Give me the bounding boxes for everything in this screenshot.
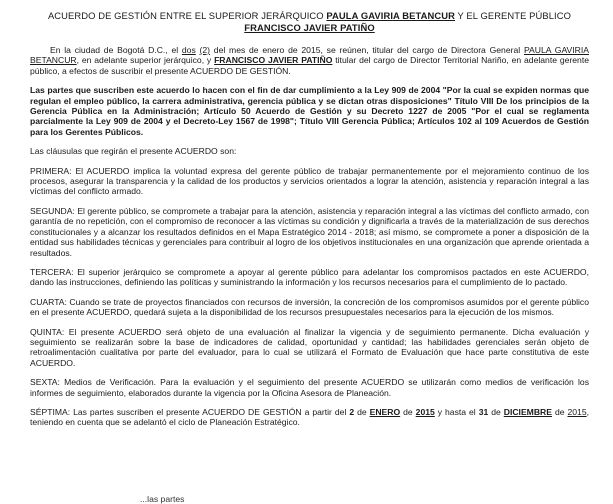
cut-off-line: ...las partes — [140, 494, 185, 504]
superior-name: PAULA GAVIRIA BETANCUR — [326, 10, 455, 21]
intro-superior-name: PAULA GAVIRIA BETANCUR — [30, 45, 589, 66]
intro-paragraph: En la ciudad de Bogotá D.C., el dos (2) del mes de enero de 2015, se reúnen, titular del cargo de Directora General PAULA GAVIRIA BETANCUR, en adelante superior jerárquico, y FRANCISCO JAVIER PATIÑO titular del cargo de Director Territorial Nariño, en adelante gerente público, a efectos de suscribir el presente ACUERDO DE GESTIÓN. — [30, 45, 589, 76]
manager-name: FRANCISCO JAVIER PATIÑO — [244, 21, 375, 33]
legal-basis-paragraph: Las partes que suscriben este acuerdo lo hacen con el fin de dar cumplimiento a la Ley 909 de 2004 "Por la cual se expiden normas que regulan el empleo público, la carrera administrativa, gerencia pública y se dictan otras disposiciones" Título VIII De los principios de la Gerencia Pública en la Administración; Artículo 50 Acuerdo de Gestión y su Decreto 1227 de 2005 "Por el cual se reglamenta parcialmente la Ley 909 de 2004 y el Decreto-Ley 1567 de 1998"; Título VIII Gerencia Pública; Artículos 102 al 109 Acuerdos de Gestión para los Gerentes Públicos. — [30, 85, 589, 137]
document-title: ACUERDO DE GESTIÓN ENTRE EL SUPERIOR JERÁRQUICO PAULA GAVIRIA BETANCUR Y EL GERENTE PÚBLICO FRANCISCO JAVIER PATIÑO — [47, 10, 572, 33]
clause-quinta: QUINTA: El presente ACUERDO será objeto de una evaluación al finalizar la vigencia y de seguimiento permanente. Dicha evaluación y seguimiento se realizarán sobre la base de indicadores de calidad, oportunidad y cantidad; las habilidades gerenciales serán objeto de retroalimentación cualitativa por parte del evaluador, para lo cual se utilizará el Formato de Evaluación que hace parte constitutiva de este ACUERDO. — [30, 326, 589, 368]
clause-primera: PRIMERA: El ACUERDO implica la voluntad expresa del gerente público de trabajar permanentemente por el mejoramiento continuo de los procesos, asegurar la transparencia y la calidad de los productos y servicios orientados a lograr la atención, asistencia y reparación integral a las víctimas del conflicto armado. — [30, 165, 589, 197]
intro-manager-name: FRANCISCO JAVIER PATIÑO — [214, 55, 333, 66]
clause-segunda: SEGUNDA: El gerente público, se compromete a trabajar para la atención, asistencia y reparación integral a las víctimas del conflicto armado, con garantía de no repetición, con el compromiso de reconocer a las víctimas su condición y dignificarla a través de la materialización de sus derechos constitucionales y a alcanzar los resultados definidos en el Mapa Estratégico 2014 - 2018; así mismo, se compromete a poner a disposición de la entidad sus habilidades técnicas y gerenciales para contribuir al logro de los objetivos institucionales en una organización que aprende orientada a resultados. — [30, 205, 589, 258]
clause-septima: SÉPTIMA: Las partes suscriben el presente ACUERDO DE GESTIÓN a partir del 2 de ENERO de 2015 y hasta el 31 de DICIEMBRE de 2015, teniendo en cuenta que se adelantó el ciclo de Planeación Estratégico. — [30, 406, 589, 428]
clause-sexta: SEXTA: Medios de Verificación. Para la evaluación y el seguimiento del presente ACUERDO se utilizarán como medios de verificación los informes de seguimiento, elaborados durante la vigencia por la Oficina Asesora de Planeación. — [30, 377, 589, 398]
clauses-heading: Las cláusulas que regirán el presente ACUERDO son: — [30, 146, 237, 157]
clause-cuarta: CUARTA: Cuando se trate de proyectos financiados con recursos de inversión, la concreción de los compromisos asumidos por el gerente público en el presente ACUERDO, quedará sujeta a la disponibilidad de los recursos presupuestales necesarios para la ejecución de los mismos. — [30, 296, 589, 318]
clause-tercera: TERCERA: El superior jerárquico se compromete a apoyar al gerente público para adelantar los compromisos pactados en este ACUERDO, dando las instrucciones, definiendo las políticas y suministrando la información y los recursos necesarios para el cumplimiento de lo pactado. — [30, 266, 589, 288]
